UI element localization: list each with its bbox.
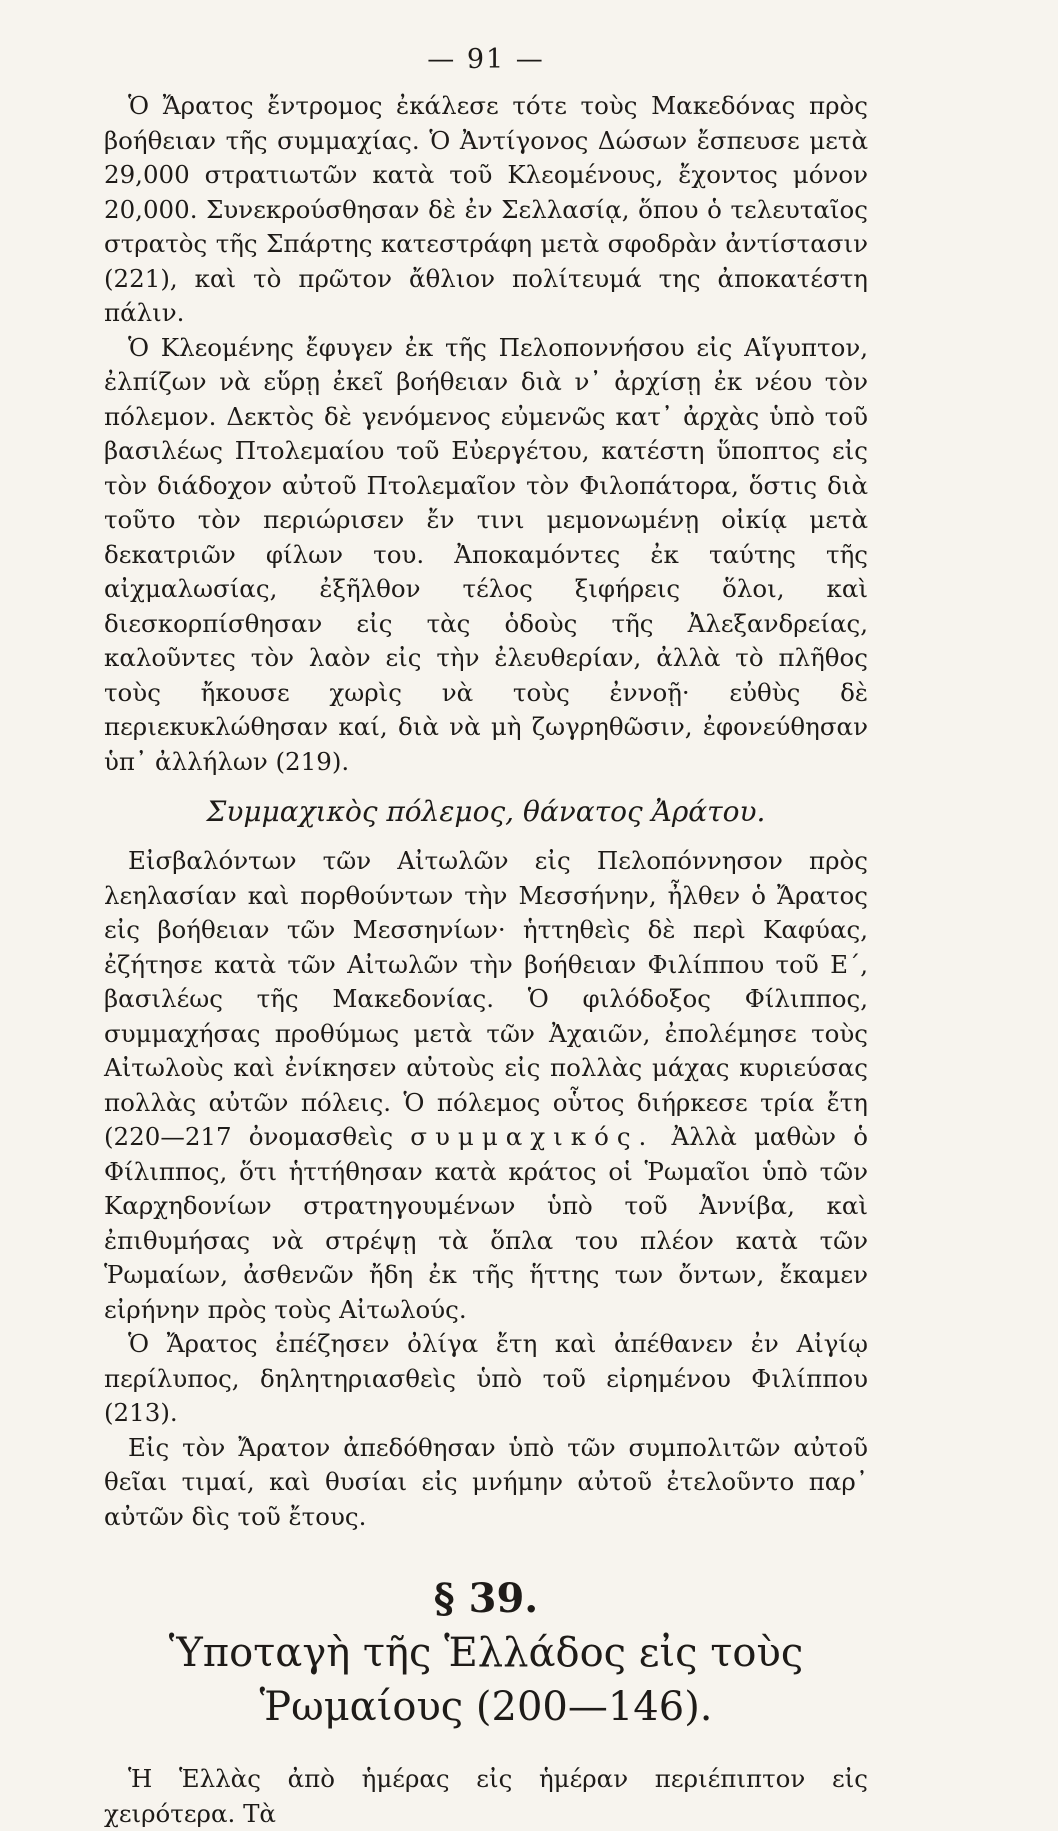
chapter-title-line-2: Ῥωμαίους (200—146). (259, 1684, 713, 1730)
paragraph-aratus-death: Ὁ Ἄρατος ἐπέζησεν ὀλίγα ἔτη καὶ ἀπέθανεν ἐν Αἰγίῳ περίλυπος, δηλητηριασθεὶς ὑπὸ τοῦ εἰρημένου Φιλίππου (213). (104, 1329, 868, 1427)
chapter-number: § 39. (433, 1575, 539, 1622)
paragraph-greece-decline: Ἡ Ἑλλὰς ἀπὸ ἡμέρας εἰς ἡμέραν περιέπιπτον εἰς χειρότερα. Τὰ (104, 1764, 868, 1828)
chapter-heading (104, 1572, 868, 1734)
chapter-heading-line-1 (104, 1572, 868, 1680)
social-war-spaced-term: συμμαχικός. (410, 1122, 655, 1151)
chapter-title-line-1: Ὑποταγὴ τῆς Ἑλλάδος εἰς τοὺς (168, 1630, 804, 1676)
paragraph-social-war (104, 844, 868, 1327)
page-number: — 91 — (427, 44, 545, 75)
social-war-text-b: Ἀλλὰ μαθὼν ὁ Φίλιππος, ὅτι ἡττήθησαν κατὰ κράτος οἱ Ῥωμαῖοι ὑπὸ τῶν Καρχηδονίων στρατηγουμένων ὑπὸ τοῦ Ἀννίβα, καὶ ἐπιθυμήσας νὰ στρέψῃ τὰ ὅπλα του πλέον κατὰ τῶν Ῥωμαίων, ἀσθενῶν ἤδη ἐκ τῆς ἥττης των ὄντων, ἔκαμεν εἰρήνην πρὸς τοὺς Αἰτωλούς. (104, 1122, 868, 1324)
paragraph-aratus-honors: Εἰς τὸν Ἄρατον ἀπεδόθησαν ὑπὸ τῶν συμπολιτῶν αὐτοῦ θεῖαι τιμαί, καὶ θυσίαι εἰς μνήμην αὐτοῦ ἐτελοῦντο παρ᾿ αὐτῶν δὶς τοῦ ἔτους. (104, 1432, 868, 1531)
paragraph-aratus-macedonians: Ὁ Ἄρατος ἔντρομος ἐκάλεσε τότε τοὺς Μακεδόνας πρὸς βοήθειαν τῆς συμμαχίας. Ὁ Ἀντίγονος Δώσων ἔσπευσε μετὰ 29,000 στρατιωτῶν κατὰ τοῦ Κλεομένους, ἔχοντος μόνον 20,000. Συνεκρούσθησαν δὲ ἐν Σελλασίᾳ, ὅπου ὁ τελευταῖος στρατὸς τῆς Σπάρτης κατεστράφη μετὰ σφοδρὰν ἀντίστασιν (221), καὶ τὸ πρῶτον ἄθλιον πολίτευμά της ἀποκατέστη πάλιν. (104, 91, 868, 327)
social-war-text-a: Εἰσβαλόντων τῶν Αἰτωλῶν εἰς Πελοπόννησον πρὸς λεηλασίαν καὶ πορθούντων τὴν Μεσσήνην, ἦλθεν ὁ Ἄρατος εἰς βοήθειαν τῶν Μεσσηνίων· ἡττηθεὶς δὲ περὶ Καφύας, ἐζήτησε κατὰ τῶν Αἰτωλῶν τὴν βοήθειαν Φιλίππου τοῦ Ε΄, βασιλέως τῆς Μακεδονίας. Ὁ φιλόδοξος Φίλιππος, συμμαχήσας προθύμως μετὰ τῶν Ἀχαιῶν, ἐπολέμησε τοὺς Αἰτωλοὺς καὶ ἐνίκησεν αὐτοὺς εἰς πολλὰς μάχας κυριεύσας πολλὰς αὐτῶν πόλεις. Ὁ πόλεμος οὗτος διήρκεσε τρία ἔτη (220—217 ὀνομασθεὶς (104, 846, 868, 1151)
section-heading-social-war: Συμμαχικὸς πόλεμος, θάνατος Ἀράτου. (206, 795, 766, 828)
paragraph-cleomenes-egypt: Ὁ Κλεομένης ἔφυγεν ἐκ τῆς Πελοποννήσου εἰς Αἴγυπτον, ἐλπίζων νὰ εὕρῃ ἐκεῖ βοήθειαν διὰ ν᾿ ἀρχίσῃ ἐκ νέου τὸν πόλεμον. Δεκτὸς δὲ γενόμενος εὐμενῶς κατ᾿ ἀρχὰς ὑπὸ τοῦ βασιλέως Πτολεμαίου τοῦ Εὐεργέτου, κατέστη ὕποπτος εἰς τὸν διάδοχον αὐτοῦ Πτολεμαῖον τὸν Φιλοπάτορα, ὅστις διὰ τοῦτο τὸν περιώρισεν ἔν τινι μεμονωμένῃ οἰκίᾳ μετὰ δεκατριῶν φίλων του. Ἀποκαμόντες ἐκ ταύτης τῆς αἰχμαλωσίας, ἐξῆλθον τέλος ξιφήρεις ὅλοι, καὶ διεσκορπίσθησαν εἰς τὰς ὁδοὺς τῆς Ἀλεξανδρείας, καλοῦντες τὸν λαὸν εἰς τὴν ἐλευθερίαν, ἀλλὰ τὸ πλῆθος τοὺς ἤκουσε χωρὶς νὰ τοὺς ἐννοῇ· εὐθὺς δὲ περιεκυκλώθησαν καί, διὰ νὰ μὴ ζωγρηθῶσιν, ἐφονεύθησαν ὑπ᾿ ἀλλήλων (219). (104, 332, 868, 776)
